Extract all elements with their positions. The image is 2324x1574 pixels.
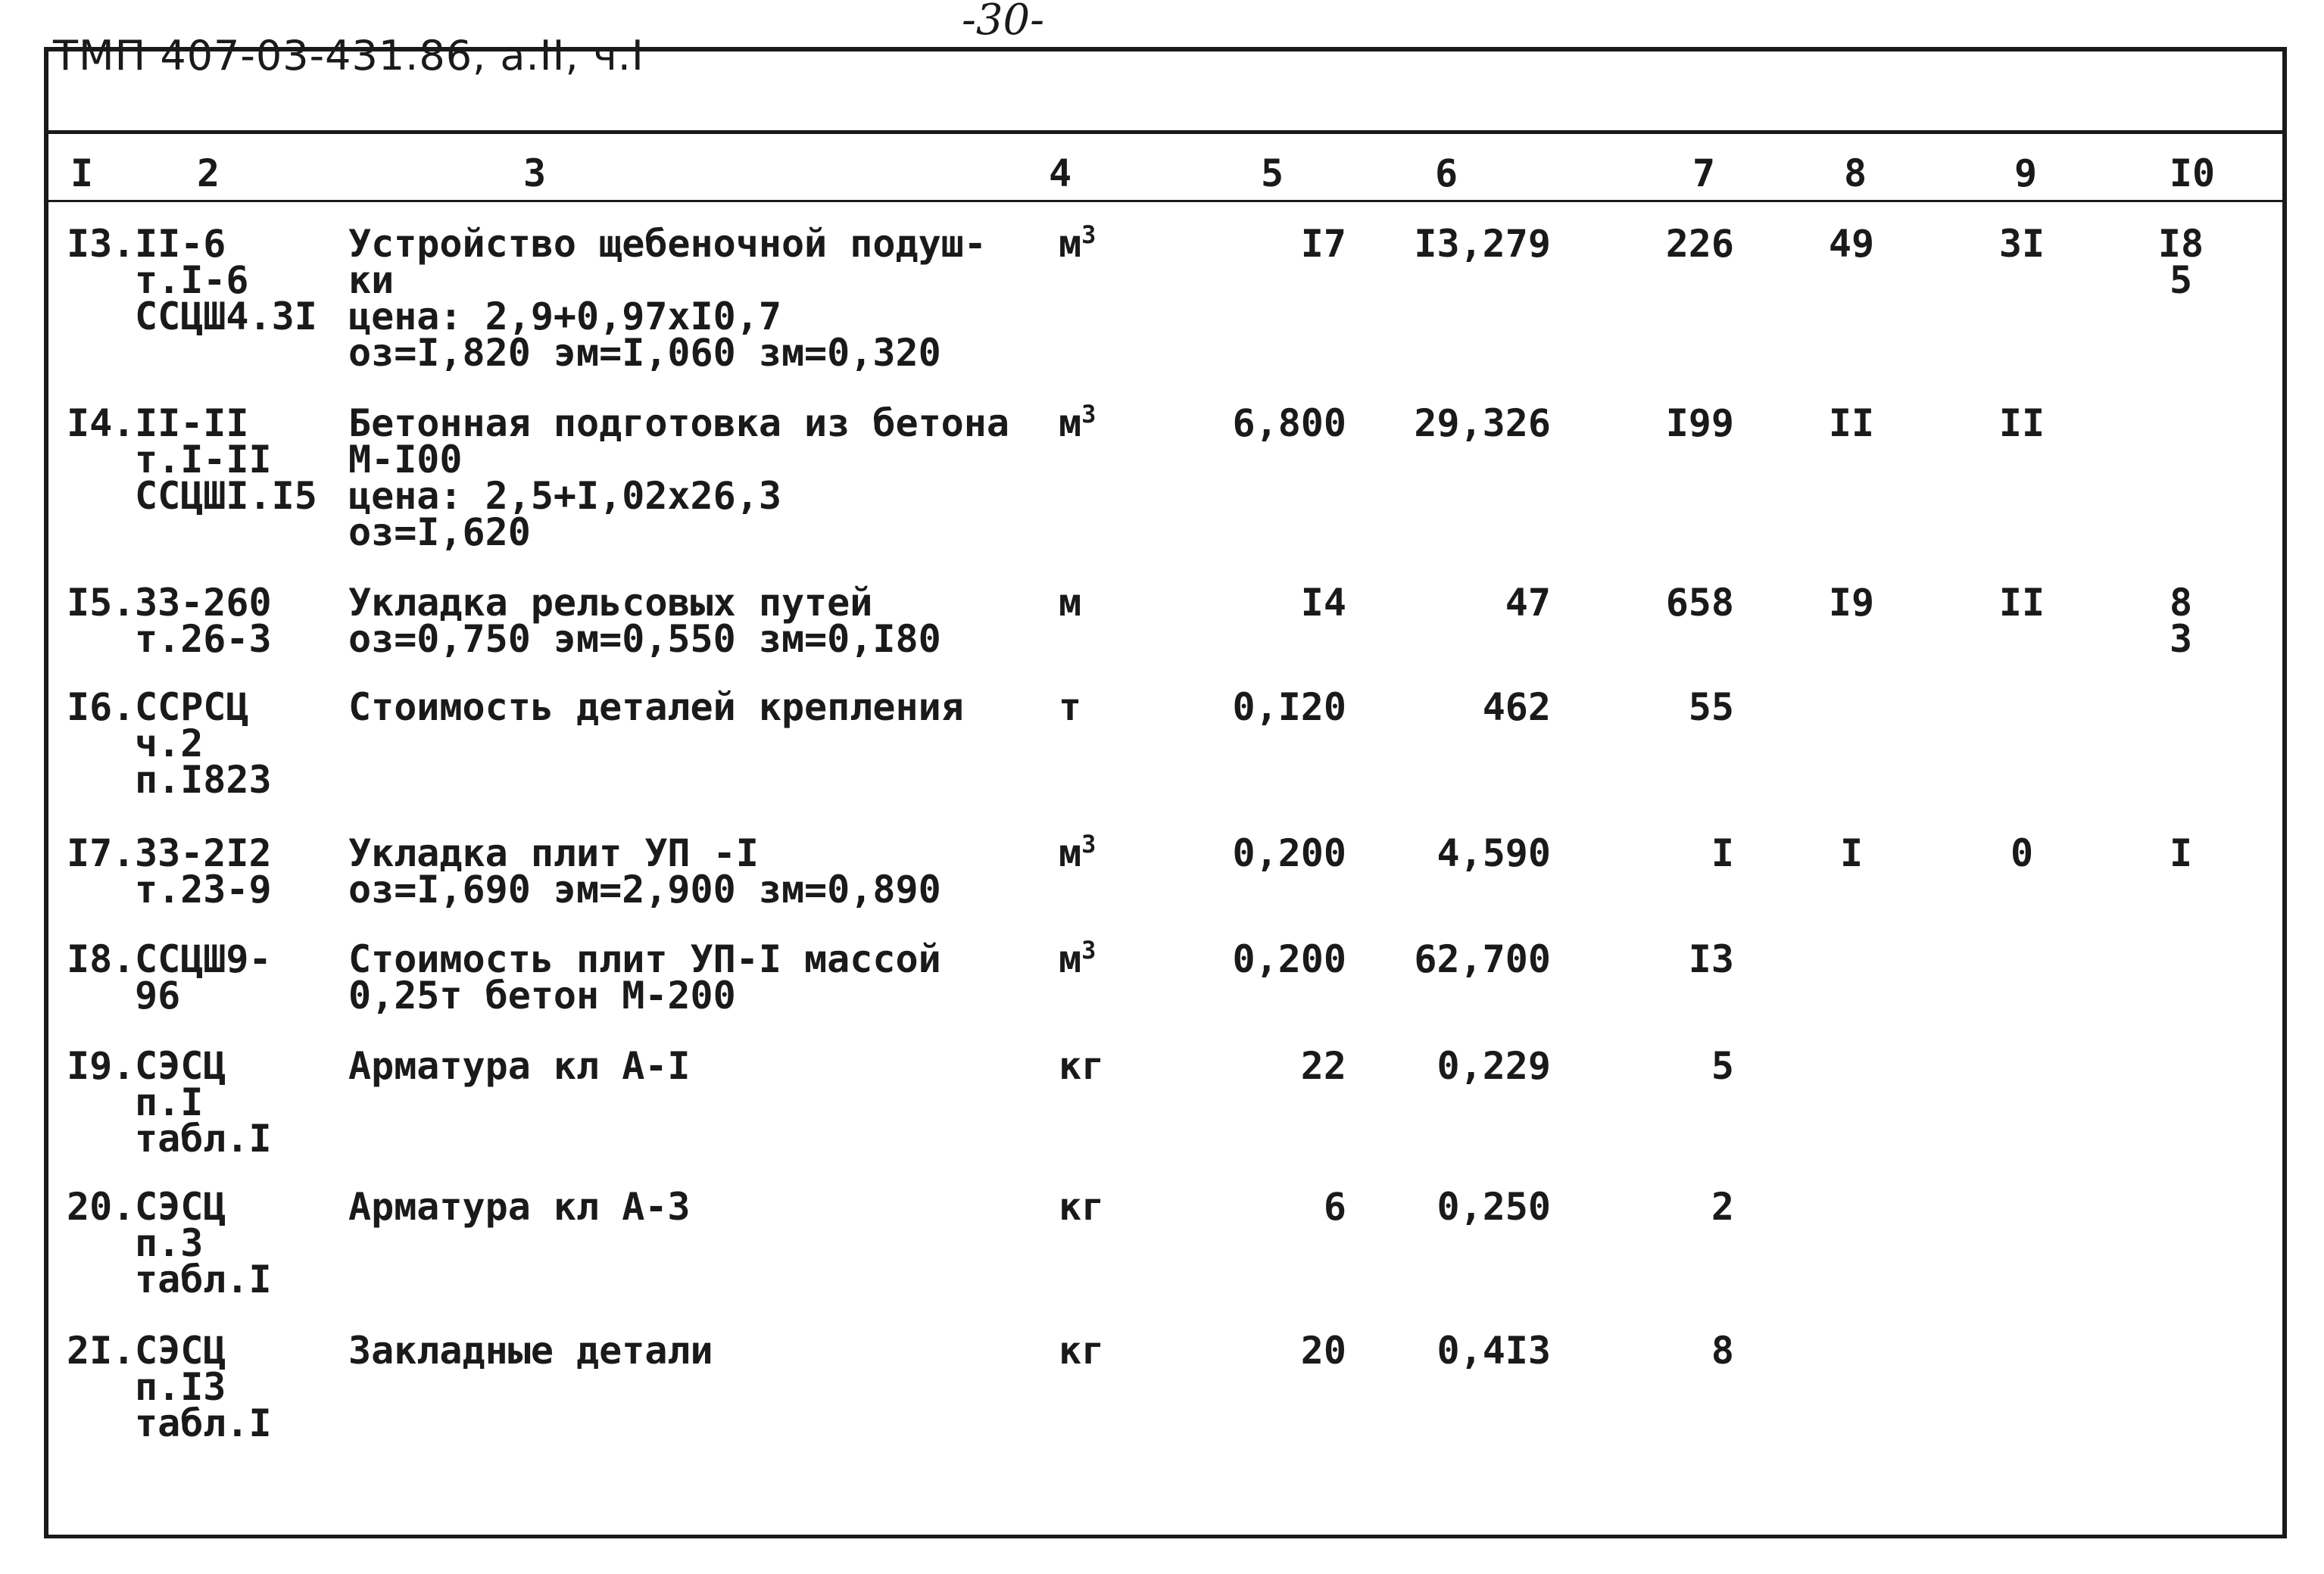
column-header-5: 5: [1260, 151, 1284, 195]
row-description: Стоимость деталей крепления: [348, 685, 964, 729]
unit-text: кг: [1059, 1185, 1105, 1229]
row-col-5: 0,200: [1232, 831, 1346, 875]
row-code: СЭСЦ п.I табл.I: [135, 1044, 272, 1161]
row-unit: [1059, 685, 1082, 729]
unit-text: м: [1059, 581, 1082, 625]
row-unit: [1059, 830, 1096, 875]
unit-text: кг: [1059, 1044, 1105, 1088]
row-description: Арматура кл А-3: [348, 1185, 691, 1229]
row-col-9: II: [1998, 581, 2045, 625]
row-unit: [1059, 1044, 1105, 1088]
row-col-5: 0,200: [1232, 937, 1346, 981]
column-header-rule: [48, 200, 2282, 202]
unit-text: м: [1059, 401, 1082, 445]
row-unit: [1059, 400, 1096, 445]
column-header-2: 2: [196, 151, 220, 195]
row-description: Стоимость плит УП-I массой 0,25т бетон М-200: [348, 937, 941, 1018]
row-code: II-II т.I-II ССЦШI.I5: [135, 401, 317, 518]
column-header-4: 4: [1048, 151, 1072, 195]
row-col-9: 0: [2010, 831, 2034, 875]
row-col-9: 3I: [1998, 222, 2045, 266]
document-stamp: ТМП 407-03-431.86, а.II, ч.I: [53, 32, 644, 79]
row-col-5: 6: [1323, 1185, 1346, 1229]
row-number: I4.: [67, 401, 136, 445]
row-unit: [1059, 581, 1082, 625]
row-col-8: I9: [1828, 581, 1875, 625]
row-code: ССЦШ9- 96: [135, 937, 272, 1018]
page-number: -30-: [962, 0, 1045, 45]
row-col-5: I4: [1300, 581, 1346, 625]
row-col-7: I: [1711, 831, 1734, 875]
row-col-10: 8 3: [2169, 581, 2193, 661]
row-col-5: 0,I20: [1232, 685, 1346, 729]
row-unit: [1059, 220, 1096, 266]
unit-superscript: 3: [1081, 400, 1096, 429]
row-col-6: I3,279: [1414, 222, 1551, 266]
row-number: I3.: [67, 222, 136, 266]
row-col-7: I99: [1665, 401, 1734, 445]
header-rule: [48, 130, 2282, 134]
row-col-6: 29,326: [1414, 401, 1551, 445]
row-unit: [1059, 936, 1096, 981]
unit-superscript: 3: [1081, 936, 1096, 965]
row-description: Закладные детали: [348, 1329, 713, 1373]
row-col-7: 658: [1665, 581, 1734, 625]
row-unit: [1059, 1329, 1105, 1373]
row-col-6: 47: [1505, 581, 1551, 625]
row-col-7: 226: [1665, 222, 1734, 266]
column-header-3: 3: [523, 151, 547, 195]
row-code: СЭСЦ п.I3 табл.I: [135, 1329, 272, 1445]
row-col-6: 0,229: [1437, 1044, 1551, 1088]
row-col-6: 4,590: [1437, 831, 1551, 875]
row-col-7: 5: [1711, 1044, 1734, 1088]
row-col-5: 6,800: [1232, 401, 1346, 445]
row-description: Арматура кл А-I: [348, 1044, 691, 1088]
row-col-8: II: [1828, 401, 1875, 445]
row-col-10: I8 5: [2157, 222, 2204, 302]
row-description: Устройство щебеночной подуш- ки цена: 2,9+0,97хI0,7 оз=I,820 эм=I,060 зм=0,320: [348, 222, 987, 375]
row-col-6: 0,4I3: [1437, 1329, 1551, 1373]
column-header-10: I0: [2169, 151, 2216, 195]
row-col-5: 22: [1300, 1044, 1346, 1088]
row-description: Укладка рельсовых путей оз=0,750 эм=0,550 зм=0,I80: [348, 581, 941, 661]
row-col-9: II: [1998, 401, 2045, 445]
unit-text: м: [1059, 831, 1082, 875]
row-number: I9.: [67, 1044, 136, 1088]
unit-text: м: [1059, 222, 1082, 266]
unit-superscript: 3: [1081, 220, 1096, 249]
column-header-6: 6: [1434, 151, 1458, 195]
row-col-8: I: [1839, 831, 1864, 875]
unit-text: т: [1059, 685, 1082, 729]
row-col-8: 49: [1828, 222, 1875, 266]
row-code: ССРСЦ ч.2 п.I823: [135, 685, 272, 802]
row-col-10: I: [2169, 831, 2193, 875]
row-description: Бетонная подготовка из бетона М-I00 цена: 2,5+I,02х26,3 оз=I,620: [348, 401, 1009, 554]
unit-text: м: [1059, 937, 1082, 981]
row-col-7: I3: [1688, 937, 1734, 981]
row-col-6: 62,700: [1414, 937, 1551, 981]
row-number: I6.: [67, 685, 136, 729]
row-col-6: 0,250: [1437, 1185, 1551, 1229]
row-number: I8.: [67, 937, 136, 981]
row-col-6: 462: [1482, 685, 1551, 729]
row-number: 2I.: [67, 1329, 136, 1373]
row-col-7: 55: [1688, 685, 1734, 729]
row-col-5: 20: [1300, 1329, 1346, 1373]
column-header-7: 7: [1692, 151, 1716, 195]
column-header-1: I: [70, 151, 94, 195]
row-col-5: I7: [1300, 222, 1346, 266]
column-header-8: 8: [1843, 151, 1867, 195]
row-col-7: 2: [1711, 1185, 1734, 1229]
row-description: Укладка плит УП -I оз=I,690 эм=2,900 зм=0,890: [348, 831, 941, 912]
row-code: 33-260 т.26-3: [135, 581, 272, 661]
row-code: II-6 т.I-6 ССЦШ4.3I: [135, 222, 317, 338]
unit-text: кг: [1059, 1329, 1105, 1373]
row-unit: [1059, 1185, 1105, 1229]
row-code: СЭСЦ п.3 табл.I: [135, 1185, 272, 1301]
column-header-9: 9: [2014, 151, 2038, 195]
row-col-7: 8: [1711, 1329, 1734, 1373]
row-number: I5.: [67, 581, 136, 625]
unit-superscript: 3: [1081, 830, 1096, 859]
row-number: I7.: [67, 831, 136, 875]
row-code: 33-2I2 т.23-9: [135, 831, 272, 912]
row-number: 20.: [67, 1185, 136, 1229]
